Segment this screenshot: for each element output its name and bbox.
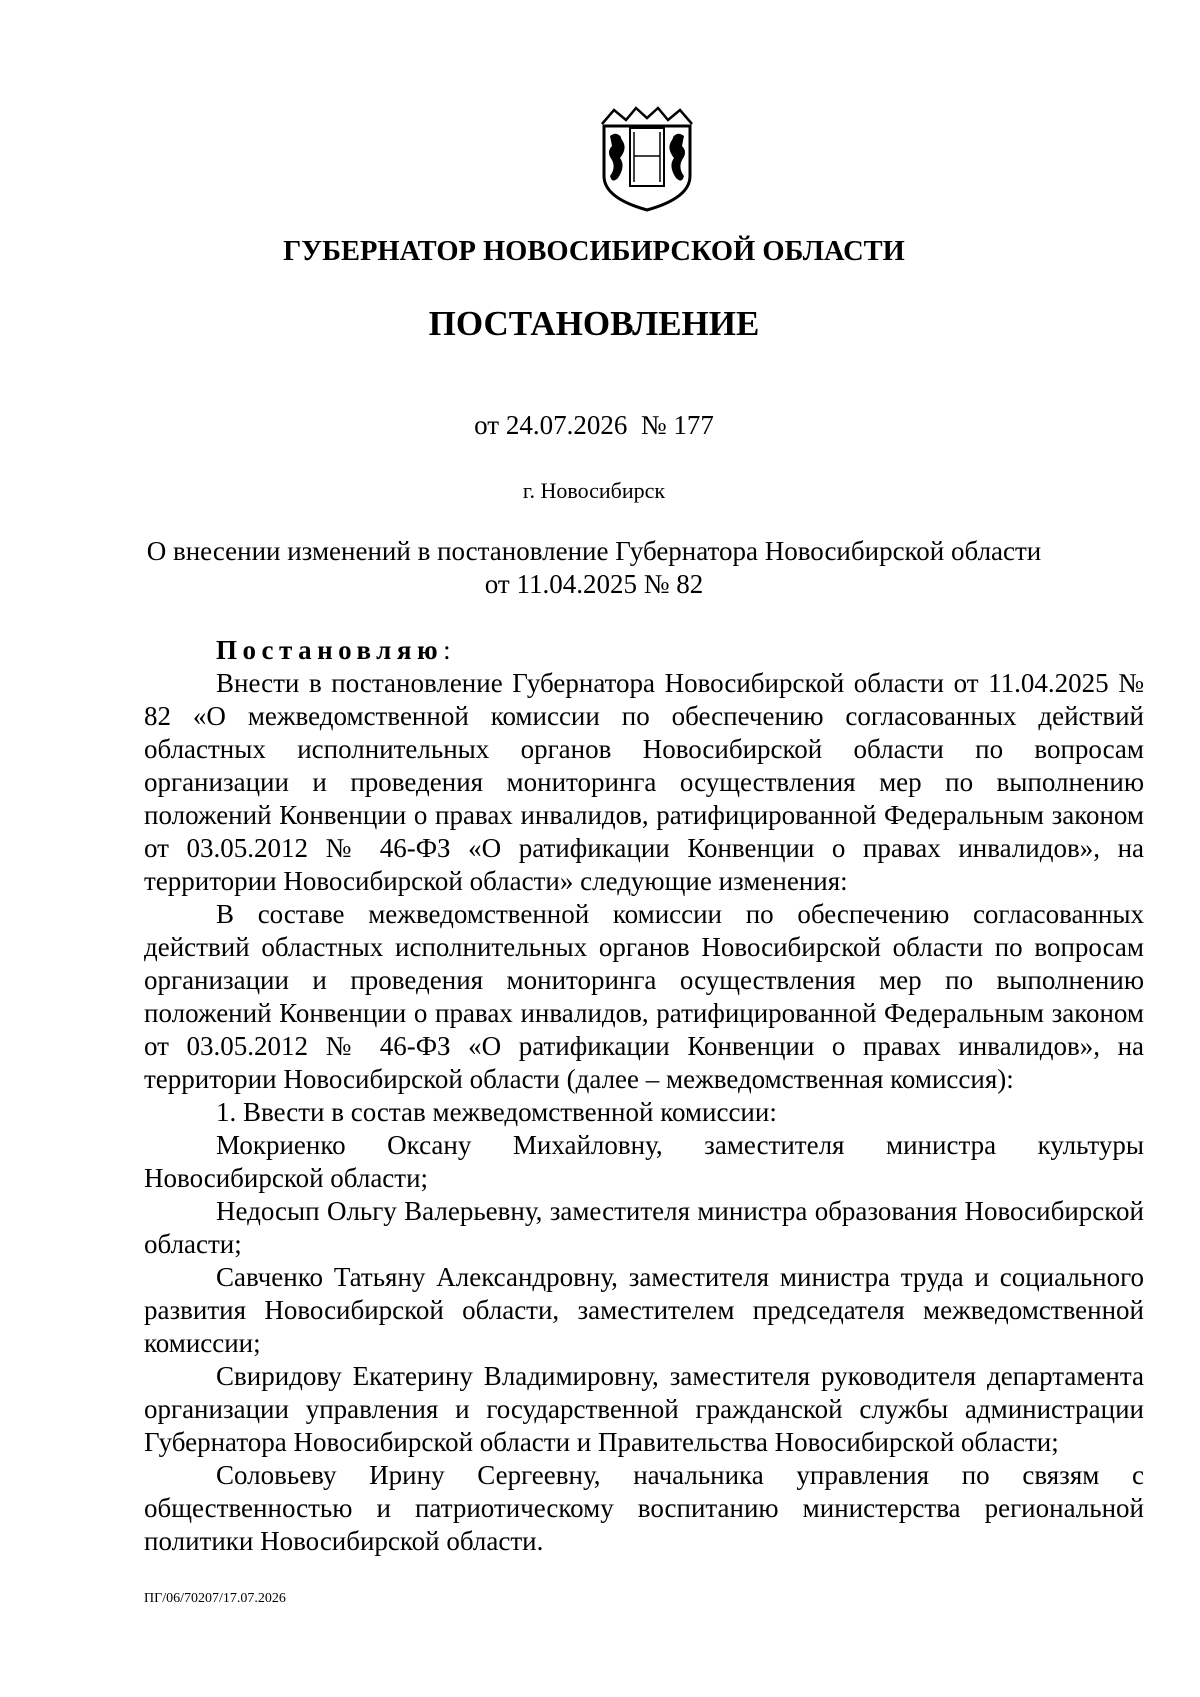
city: г. Новосибирск [522, 478, 666, 503]
paragraph: Свиридову Екатерину Владимировну, заместителя руководителя департамента организации управления и государственной гражданской службы администрации Губернатора Новосибирской области и Правительства Новосибирской области; [144, 1361, 1144, 1457]
document-type: ПОСТАНОВЛЕНИЕ [428, 304, 760, 343]
paragraph: Внести в постановление Губернатора Новосибирской области от 11.04.2025 № 82 «О межведомственной комиссии по обеспечению согласованных действий областных исполнительных органов Новосибирской области по вопросам организации и проведения мониторинга осуществления мер по выполнению положений Конвенции о правах инвалидов, ратифицированной Федеральным законом от 03.05.2012 № 46-ФЗ «О ратификации Конвенции о правах инвалидов», на территории Новосибирской области» следующие изменения: [144, 668, 1144, 896]
paragraph: Мокриенко Оксану Михайловну, заместителя министра культуры Новосибирской области; [144, 1130, 1144, 1193]
issuing-authority: ГУБЕРНАТОР НОВОСИБИРСКОЙ ОБЛАСТИ [283, 236, 905, 267]
paragraph: Недосып Ольгу Валерьевну, заместителя министра образования Новосибирской области; [144, 1196, 1144, 1259]
emblem-svg [600, 106, 694, 214]
subject-line-2: от 11.04.2025 № 82 [484, 569, 704, 599]
paragraph: 1. Ввести в состав межведомственной комиссии: [216, 1097, 777, 1127]
decree-colon: : [443, 635, 451, 665]
paragraph: В составе межведомственной комиссии по обеспечению согласованных действий областных исполнительных органов Новосибирской области по вопросам организации и проведения мониторинга осуществления мер по выполнению положений Конвенции о правах инвалидов, ратифицированной Федеральным законом от 03.05.2012 № 46-ФЗ «О ратификации Конвенции о правах инвалидов», на территории Новосибирской области (далее – межведомственная комиссия): [144, 899, 1144, 1094]
subject-line-1: О внесении изменений в постановление Губернатора Новосибирской области [146, 536, 1042, 566]
paragraph: Савченко Татьяну Александровну, заместителя министра труда и социального развития Новосибирской области, заместителем председателя межведомственной комиссии; [144, 1262, 1144, 1358]
coat-of-arms-icon [600, 106, 694, 214]
decree-word: Постановляю [216, 635, 444, 665]
document-body [144, 634, 1144, 1558]
decree-heading [144, 634, 1144, 667]
document-code: ПГ/06/70207/17.07.2026 [144, 1591, 286, 1606]
date-and-number: от 24.07.2026 № 177 [474, 410, 714, 440]
paragraph: Соловьеву Ирину Сергеевну, начальника управления по связям с общественностью и патриотическому воспитанию министерства региональной политики Новосибирской области. [144, 1460, 1144, 1556]
document-subject [0, 535, 1188, 601]
